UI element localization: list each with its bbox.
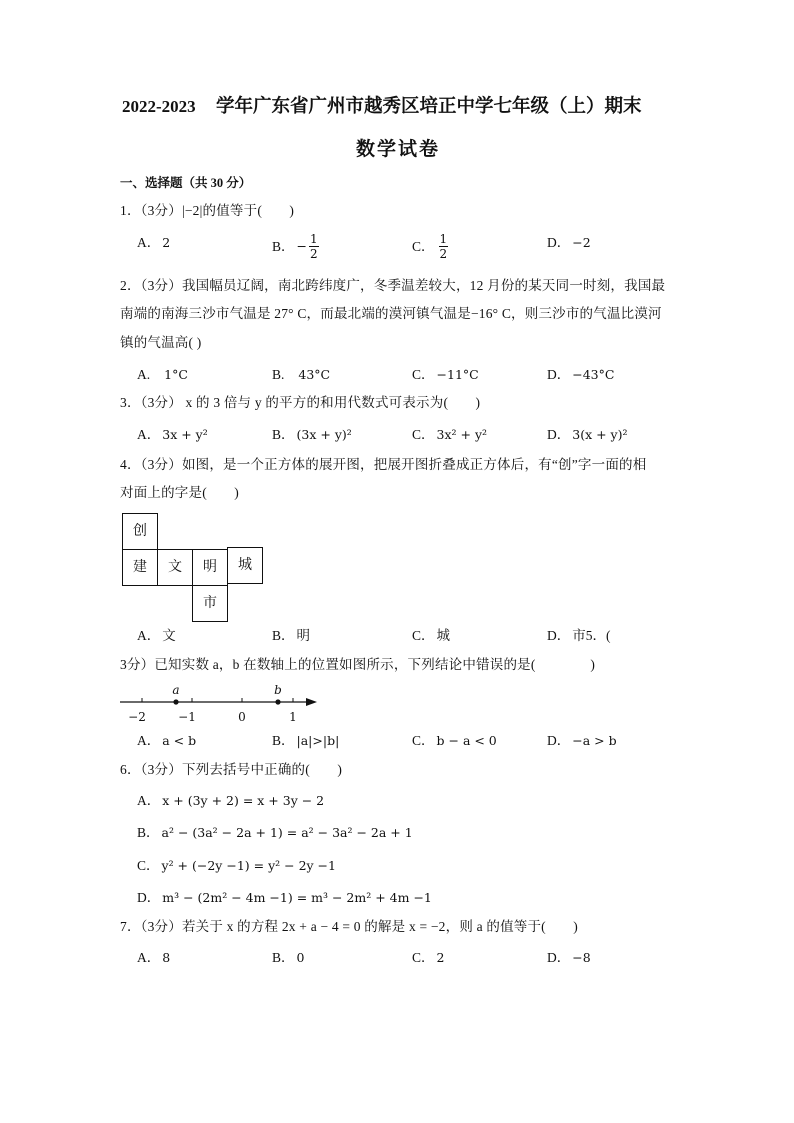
option-text: 城 <box>436 628 451 643</box>
q3-option-a <box>137 426 208 444</box>
q4-stem-line-1: 4．（3分）如图，是一个正方体的展开图，把展开图折叠成正方体后，有“创”字一面的相 <box>120 457 647 472</box>
q3-option-b <box>272 426 352 444</box>
fraction-denominator: 2 <box>439 247 448 261</box>
q5-option-d <box>547 732 617 750</box>
option-text: 0 <box>296 950 305 965</box>
option-label: B． <box>272 950 295 965</box>
net-cell-left: 建 <box>122 549 158 586</box>
q4-option-a <box>137 627 176 645</box>
q7-option-b <box>272 949 304 967</box>
section-heading: 一、选择题（共 30 分） <box>120 176 252 190</box>
option-label: A． <box>137 235 161 250</box>
q2-option-a <box>137 366 188 384</box>
point-a-label: a <box>172 683 180 697</box>
option-text: −43°C <box>572 367 615 382</box>
tick-label: −2 <box>128 710 146 724</box>
option-label: D． <box>547 628 571 643</box>
option-text: 2 <box>162 235 171 250</box>
fraction <box>439 233 449 260</box>
net-cell-top: 创 <box>122 513 158 550</box>
q5-stem: 3分）已知实数 a，b 在数轴上的位置如图所示，下列结论中错误的是( ) <box>120 657 596 672</box>
q1-option-b <box>272 234 319 261</box>
q7-stem: 7．（3分）若关于 x 的方程 2x + a − 4 = 0 的解是 x = −2，则 a 的值等于( ) <box>120 919 578 934</box>
option-label: A. <box>137 367 151 382</box>
q6-stem: 6．（3分）下列去括号中正确的( ) <box>120 762 343 777</box>
fraction-numerator: 1 <box>310 232 318 246</box>
tick-label: 1 <box>289 710 297 724</box>
q3-option-d <box>547 426 628 444</box>
q2-option-c <box>412 366 479 384</box>
option-label: A． <box>137 733 161 748</box>
option-text: −a > b <box>572 733 617 748</box>
option-text: y² + (−2y −1) = y² − 2y −1 <box>161 858 336 873</box>
q3-option-c <box>412 426 487 444</box>
option-label: C． <box>412 238 435 254</box>
q1-option-d <box>547 234 591 252</box>
point-b-label: b <box>274 683 282 697</box>
q6-option-a <box>137 792 324 810</box>
q1-option-c <box>412 234 448 261</box>
fraction-denominator: 2 <box>310 247 318 261</box>
option-label: C． <box>412 367 435 382</box>
option-label: B. <box>272 367 285 382</box>
q1-stem: 1．（3分）|−2|的值等于( ) <box>120 203 295 218</box>
q4-option-b <box>272 627 310 645</box>
option-label: C． <box>412 733 435 748</box>
option-text: 3(x + y)² <box>572 427 628 442</box>
q4-stem-line-2: 对面上的字是( ) <box>120 485 239 500</box>
title-text: 学年广东省广州市越秀区培正中学七年级（上）期末 <box>216 97 642 117</box>
option-label: B． <box>137 825 160 840</box>
fraction-numerator: 1 <box>439 232 448 246</box>
option-label: C． <box>412 628 435 643</box>
fraction <box>309 233 319 260</box>
q6-option-c <box>137 857 336 875</box>
option-text: m³ − (2m² − 4m −1) = m³ − 2m² + 4m −1 <box>162 890 432 905</box>
option-label: B． <box>272 733 295 748</box>
q2-option-d <box>547 366 614 384</box>
point-a-dot <box>173 699 178 704</box>
option-text: −11°C <box>436 367 479 382</box>
q2-stem-line-3: 镇的气温高( ) <box>120 335 202 350</box>
option-text: 43°C <box>298 367 331 382</box>
option-text: 3x² + y² <box>436 427 488 442</box>
option-text: a² − (3a² − 2a + 1) = a² − 3a² − 2a + 1 <box>161 825 413 840</box>
option-text: 1°C <box>164 367 188 382</box>
q1-option-a <box>137 234 170 252</box>
q4-option-d <box>547 627 611 645</box>
option-label: C． <box>412 950 435 965</box>
q5-option-c <box>412 732 497 750</box>
q6-option-b <box>137 824 413 842</box>
option-label: B． <box>272 427 295 442</box>
q6-option-d <box>137 889 432 907</box>
option-text: a < b <box>162 733 197 748</box>
option-sign: − <box>296 238 307 254</box>
option-label: D． <box>547 367 571 382</box>
axis-arrow <box>306 698 317 706</box>
option-text: 明 <box>296 628 311 643</box>
option-label: A． <box>137 628 161 643</box>
tick-label: 0 <box>238 710 246 724</box>
q7-option-c <box>412 949 444 967</box>
option-label: B． <box>272 238 295 254</box>
option-label: A． <box>137 950 161 965</box>
option-label: C． <box>412 427 435 442</box>
option-label: A． <box>137 427 161 442</box>
option-text: 文 <box>162 628 176 643</box>
option-text: b − a < 0 <box>436 733 497 748</box>
point-b-dot <box>275 699 280 704</box>
option-label: D． <box>137 890 161 905</box>
option-text: |a|>|b| <box>296 733 340 748</box>
q3-stem: 3．（3分） x 的 3 倍与 y 的平方的和用代数式可表示为( ) <box>120 395 481 410</box>
option-label: A． <box>137 793 161 808</box>
net-cell-second: 文 <box>157 549 193 586</box>
net-cell-center: 明 <box>192 549 228 586</box>
option-text: −8 <box>572 950 591 965</box>
q5-option-a <box>137 732 196 750</box>
number-line <box>115 680 325 726</box>
net-cell-bottom: 市 <box>192 585 228 622</box>
q2-stem-line-2: 南端的南海三沙市气温是 27° C，而最北端的漠河镇气温是−16° C，则三沙市的气温比漠河 <box>120 306 662 321</box>
option-label: D． <box>547 733 571 748</box>
exam-subtitle: 数学试卷 <box>356 139 441 160</box>
option-label: D． <box>547 235 571 250</box>
option-label: D． <box>547 427 571 442</box>
net-cell-right: 城 <box>227 547 263 584</box>
q4-option-c <box>412 627 450 645</box>
option-text: 2 <box>436 950 445 965</box>
q7-option-d <box>547 949 591 967</box>
option-text: x + (3y + 2) = x + 3y − 2 <box>162 793 325 808</box>
option-label: B． <box>272 628 295 643</box>
title-year: 2022-2023 <box>122 97 196 116</box>
option-label: C． <box>137 858 160 873</box>
option-label: D． <box>547 950 571 965</box>
q7-option-a <box>137 949 170 967</box>
q2-stem-line-1: 2．（3分）我国幅员辽阔，南北跨纬度广，冬季温差较大，12 月份的某天同一时刻，我国最 <box>120 278 666 293</box>
option-text: 市5．( <box>572 628 611 643</box>
option-text: −2 <box>572 235 591 250</box>
q5-option-b <box>272 732 339 750</box>
tick-label: −1 <box>178 710 196 724</box>
q2-option-b <box>272 366 330 384</box>
option-text: 3x + y² <box>162 427 208 442</box>
option-text: 8 <box>162 950 171 965</box>
option-text: (3x + y)² <box>296 427 352 442</box>
